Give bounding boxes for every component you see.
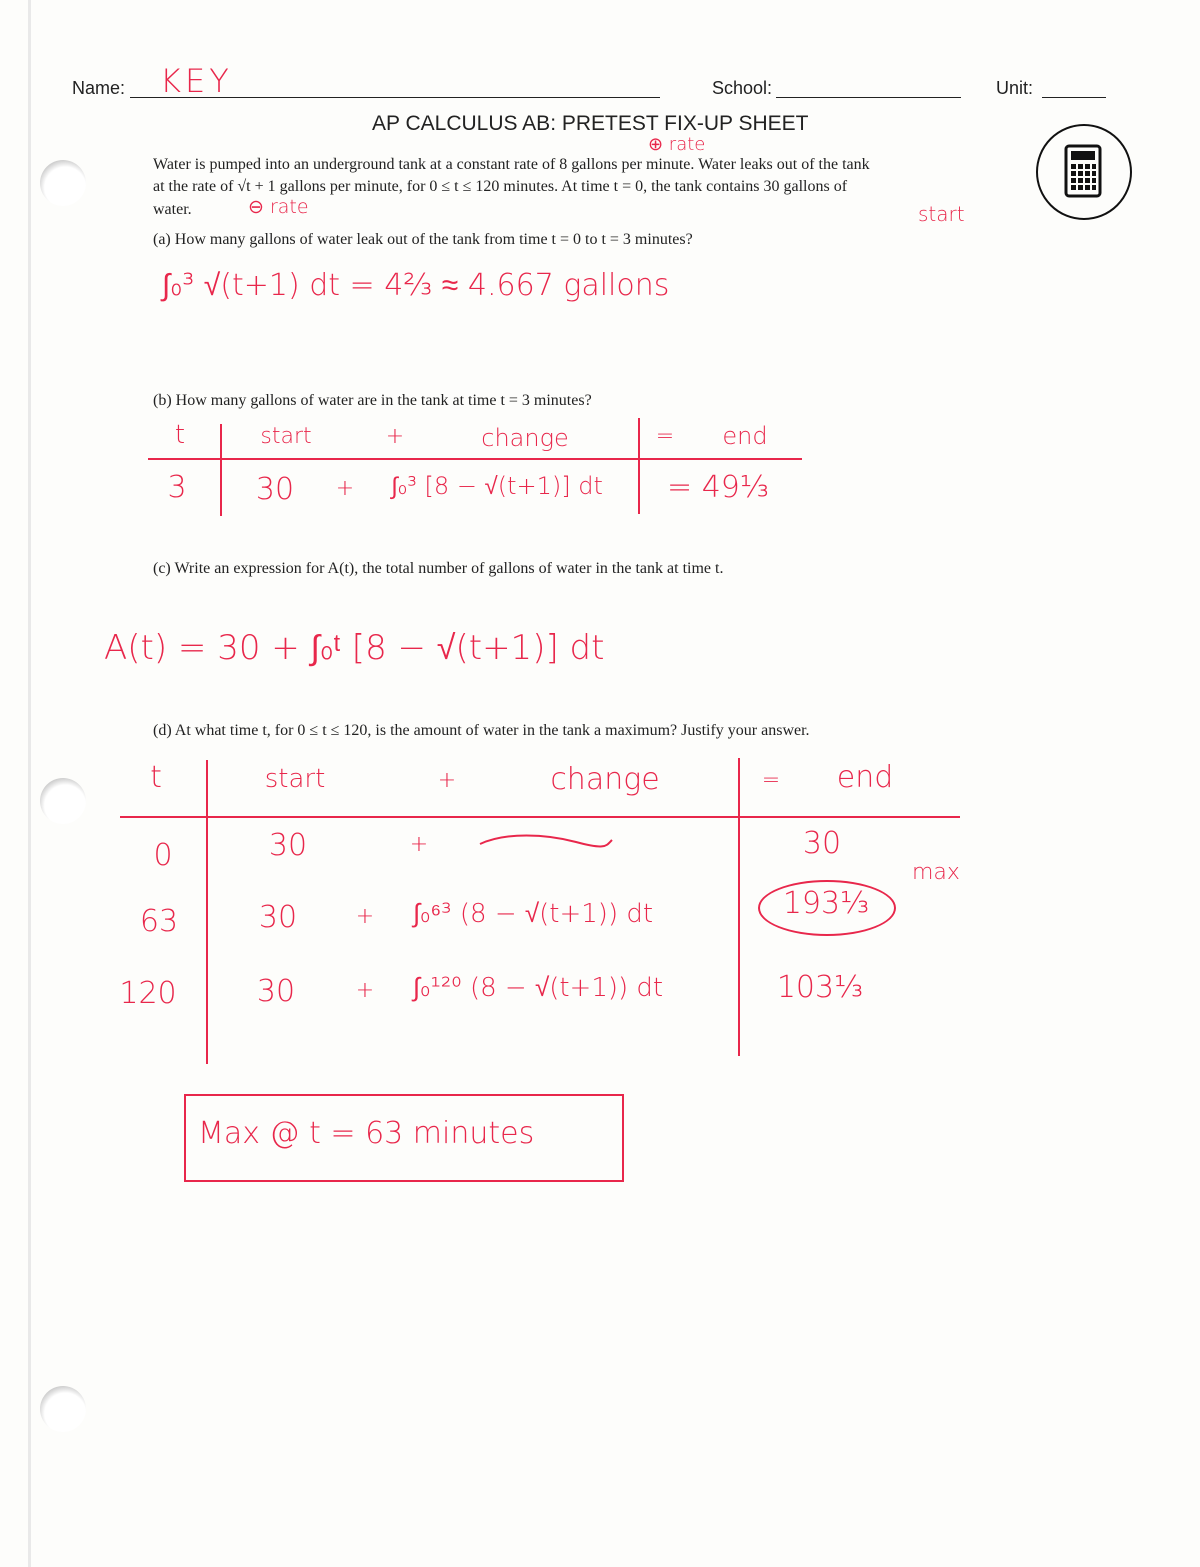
punch-hole-middle <box>40 778 86 824</box>
part-d-row-1-t: 63 <box>139 904 179 939</box>
punch-hole-bottom <box>40 1386 86 1432</box>
part-d-row-2-change: ∫₀¹²⁰ (8 − √(t+1)) dt <box>412 973 664 1003</box>
part-d-row-2-end: 103⅓ <box>776 970 864 1005</box>
problem-line-2: at the rate of √t + 1 gallons per minute, for 0 ≤ t ≤ 120 minutes. At time t = 0, the tank contains 30 gallons of <box>153 178 848 195</box>
punch-hole-top <box>40 160 86 206</box>
part-b-question: (b) How many gallons of water are in the tank at time t = 3 minutes? <box>153 392 592 409</box>
part-b-header-plus: + <box>385 424 405 449</box>
page-title: AP CALCULUS AB: PRETEST FIX-UP SHEET <box>372 112 809 135</box>
part-d-row-1-change: ∫₀⁶³ (8 − √(t+1)) dt <box>412 899 654 929</box>
part-d-header-equals: = <box>761 768 781 793</box>
part-d-row-0-t: 0 <box>153 838 173 873</box>
max-note: max <box>912 860 960 885</box>
part-b-header-equals: = <box>655 424 675 449</box>
part-d-divider-t <box>206 760 208 1064</box>
part-b-header-change: change <box>481 424 569 452</box>
part-d-header-plus: + <box>437 768 457 793</box>
binder-margin-line <box>28 0 31 1567</box>
part-b-header-start: start <box>260 424 312 449</box>
school-line <box>776 96 961 98</box>
part-d-header-change: change <box>550 762 660 797</box>
part-b-table-rule <box>148 458 802 460</box>
part-d-divider-end <box>738 758 740 1056</box>
part-c-question: (c) Write an expression for A(t), the total number of gallons of water in the tank at time t. <box>153 560 724 577</box>
unit-line <box>1042 96 1106 98</box>
conclusion-text: Max @ t = 63 minutes <box>198 1116 535 1151</box>
part-d-row-0-start: 30 <box>268 828 308 863</box>
part-b-divider-end <box>638 418 640 514</box>
part-d-row-1-start: 30 <box>258 900 298 935</box>
part-b-row-t: 3 <box>167 470 187 505</box>
part-d-row-0-change-blank <box>476 830 616 854</box>
part-b-divider-t <box>220 424 222 516</box>
part-d-question: (d) At what time t, for 0 ≤ t ≤ 120, is the amount of water in the tank a maximum? Justify your answer. <box>153 722 810 739</box>
note-minus-rate: ⊖ rate <box>248 196 309 218</box>
calculator-badge <box>1036 124 1132 220</box>
part-d-row-1-end: 193⅓ <box>782 886 870 921</box>
part-d-header-start: start <box>264 764 326 794</box>
part-b-row-start: 30 <box>255 472 295 507</box>
name-label: Name: <box>72 78 126 98</box>
part-d-header-t: t <box>150 760 162 795</box>
problem-line-3: water. <box>153 201 192 218</box>
school-label: School: <box>712 78 773 98</box>
note-plus-rate: ⊕ rate <box>648 134 706 155</box>
part-b-row-plus: + <box>335 476 355 501</box>
part-d-row-2-plus: + <box>355 978 375 1003</box>
part-a-answer: ∫₀³ √(t+1) dt = 4⅔ ≈ 4.667 gallons <box>162 268 670 303</box>
part-b-header-end: end <box>722 422 768 450</box>
problem-line-1: Water is pumped into an underground tank at a constant rate of 8 gallons per minute. Water leaks out of the tank <box>153 156 870 173</box>
part-d-row-0-end: 30 <box>802 826 842 861</box>
unit-label: Unit: <box>996 78 1034 98</box>
part-d-row-0-plus: + <box>409 832 429 857</box>
part-d-row-1-plus: + <box>355 904 375 929</box>
part-c-answer: A(t) = 30 + ∫₀ᵗ [8 − √(t+1)] dt <box>104 628 605 668</box>
part-b-row-change: ∫₀³ [8 − √(t+1)] dt <box>391 472 603 500</box>
name-value: KEY <box>160 62 233 100</box>
part-d-table-rule <box>120 816 960 818</box>
part-d-row-2-start: 30 <box>256 974 296 1009</box>
part-a-question: (a) How many gallons of water leak out of the tank from time t = 0 to t = 3 minutes? <box>153 231 693 248</box>
calculator-icon <box>1038 126 1130 218</box>
part-d-header-end: end <box>836 760 894 795</box>
part-b-row-end: = 49⅓ <box>667 470 769 505</box>
part-b-header-t: t <box>174 420 186 450</box>
part-d-row-2-t: 120 <box>119 976 177 1011</box>
note-start: start <box>918 202 965 226</box>
